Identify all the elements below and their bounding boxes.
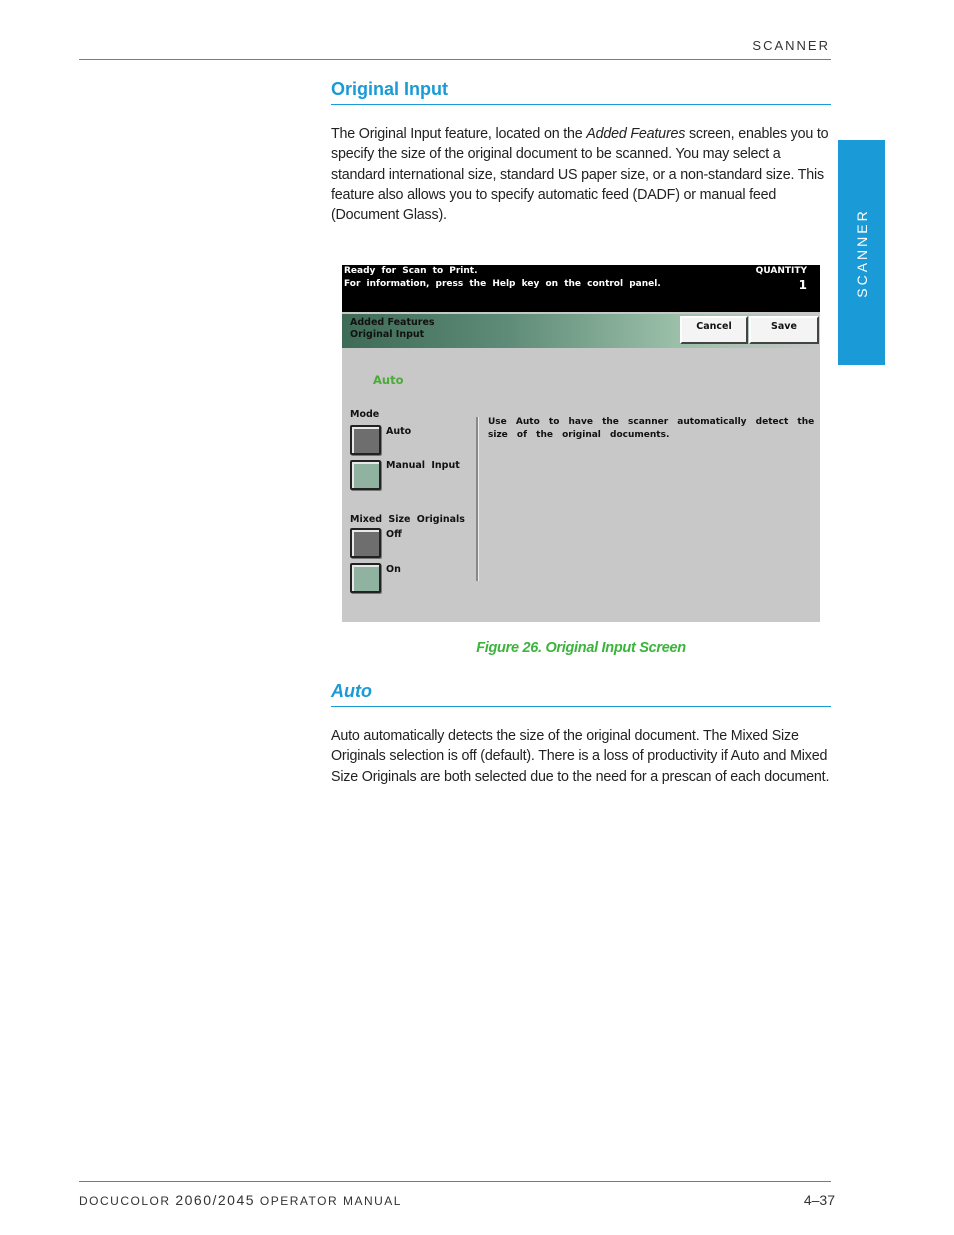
mixed-off-button[interactable] [350, 528, 381, 558]
quantity-value: 1 [798, 278, 807, 292]
paragraph-text: screen, enables you to specify the size of the original document to be scanned. You may select a standard international size, standard US paper size, or a non-standard size. This feature also allows you to specify automatic feed (DADF) or manual feed (Document Glass). [331, 126, 829, 224]
cancel-button[interactable]: Cancel [680, 316, 748, 344]
status-message: Ready for Scan to Print. [344, 266, 478, 276]
mode-manual-input-button[interactable] [350, 460, 381, 490]
footer-brand: DOCUCOLOR [79, 1194, 171, 1208]
chapter-side-tab [838, 140, 885, 365]
auto-paragraph: Auto automatically detects the size of the original document. The Mixed Size Originals selection is off (default). There is a loss of productivity if Auto and Mixed Size Originals are both selected due to the need for a prescan of each document. [331, 728, 830, 785]
mixed-off-label: Off [386, 529, 402, 540]
footer-model: 2060/2045 [175, 1192, 256, 1208]
mode-manual-input-label: Manual Input [386, 460, 460, 471]
footer-rule [79, 1181, 831, 1182]
quantity-label: QUANTITY [755, 266, 807, 276]
footer-title [79, 1192, 402, 1208]
page-number: 4–37 [803, 1192, 835, 1208]
section-heading-auto: Auto [331, 681, 372, 701]
original-input-screen [342, 265, 820, 622]
chapter-side-tab-label: SCANNER [853, 207, 870, 298]
mixed-on-button[interactable] [350, 563, 381, 593]
original-input-paragraph [331, 124, 831, 225]
paragraph-emphasis: Added Features [586, 126, 686, 142]
footer-manual: OPERATOR MANUAL [259, 1194, 402, 1208]
paragraph-text: The Original Input feature, located on the [331, 126, 587, 142]
mode-auto-label: Auto [386, 426, 412, 437]
current-selection-title: Auto [373, 373, 404, 387]
mode-auto-button[interactable] [350, 425, 381, 455]
help-text-line: Use Auto to have the scanner automatically detect the [488, 417, 815, 427]
mixed-size-originals-label: Mixed Size Originals [350, 514, 465, 525]
help-text-line: size of the original documents. [488, 430, 670, 440]
header-rule [79, 59, 831, 60]
message-bar [342, 265, 820, 312]
save-button[interactable]: Save [749, 316, 819, 344]
figure-caption: Figure 26. Original Input Screen [476, 640, 686, 656]
mode-label: Mode [350, 409, 380, 420]
section-heading-rule [331, 706, 831, 707]
section-heading-rule [331, 104, 831, 105]
feature-screen-title: Original Input [350, 329, 425, 340]
feature-tab-title: Added Features [350, 317, 435, 328]
feature-title-bar [342, 314, 820, 348]
running-head: SCANNER [752, 38, 830, 53]
panel-divider [476, 417, 479, 581]
section-heading-original-input: Original Input [331, 79, 448, 99]
mixed-on-label: On [386, 564, 401, 575]
help-message: For information, press the Help key on the control panel. [344, 279, 661, 289]
